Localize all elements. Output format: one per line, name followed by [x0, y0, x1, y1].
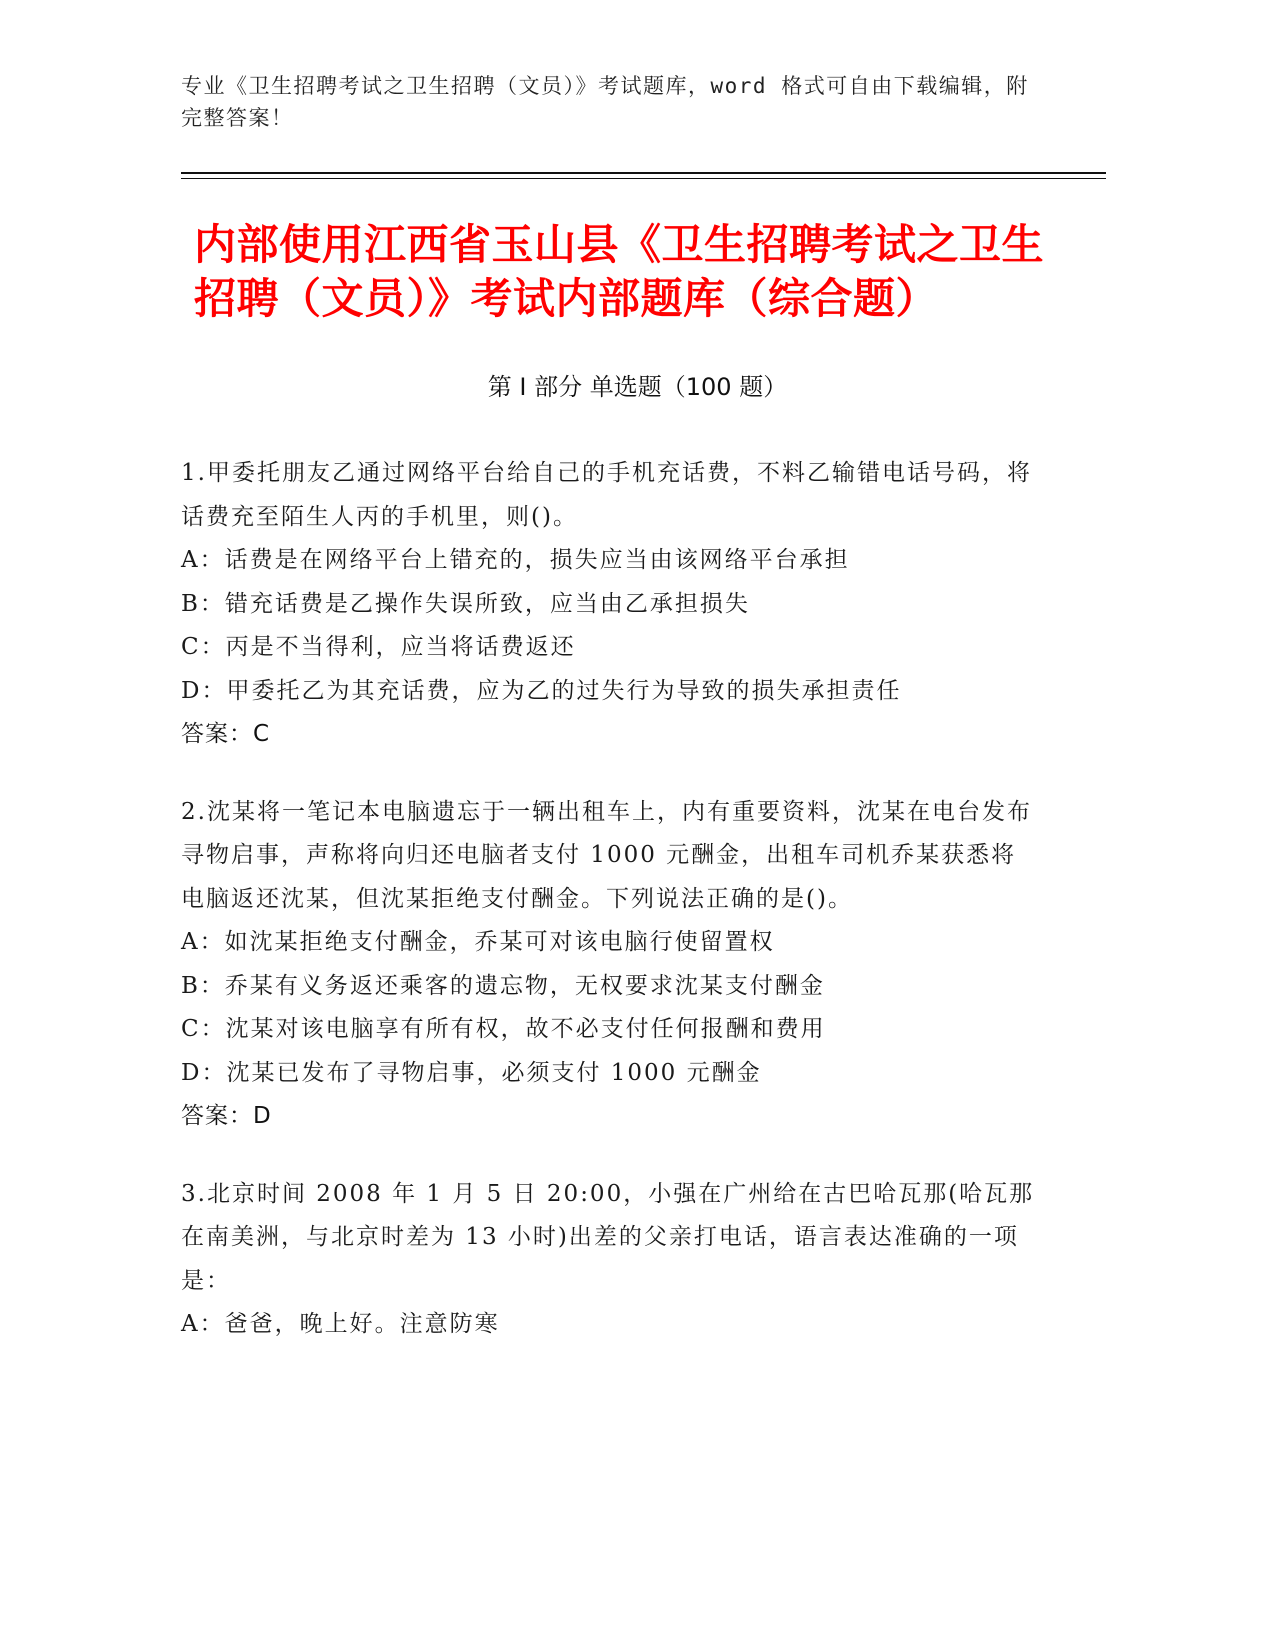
- question-item: [181, 1173, 1061, 1347]
- question-stem: 2.沈某将一笔记本电脑遗忘于一辆出租车上，内有重要资料，沈某在电台发布寻物启事，声称将向归还电脑者支付 1000 元酬金，出租车司机乔某获悉将电脑返还沈某，但沈某拒绝支付酬金。下列说法正确的是()。: [181, 798, 1032, 912]
- option-c: C：丙是不当得利，应当将话费返还: [181, 634, 576, 660]
- question-stem: 1.甲委托朋友乙通过网络平台给自己的手机充话费，不料乙输错电话号码，将话费充至陌生人丙的手机里，则()。: [181, 460, 1032, 530]
- answer-line: 答案：D: [181, 1103, 272, 1129]
- question-item: [181, 452, 1061, 757]
- section-heading: 第 I 部分 单选题（100 题）: [487, 373, 788, 401]
- option-b: B：错充话费是乙操作失误所致，应当由乙承担损失: [181, 590, 750, 617]
- option-c: C：沈某对该电脑享有所有权，故不必支付任何报酬和费用: [181, 1016, 826, 1042]
- question-list: [181, 452, 1061, 1381]
- header-divider-thick: [181, 172, 1106, 174]
- option-a: A：话费是在网络平台上错充的，损失应当由该网络平台承担: [181, 547, 850, 573]
- option-d: D：沈某已发布了寻物启事，必须支付 1000 元酬金: [181, 1059, 762, 1086]
- answer-line: 答案：C: [181, 721, 271, 747]
- header-divider-thin: [181, 178, 1106, 179]
- question-item: [181, 791, 1061, 1139]
- option-a: A：爸爸，晚上好。注意防寒: [181, 1311, 500, 1337]
- option-b: B：乔某有义务返还乘客的遗忘物，无权要求沈某支付酬金: [181, 972, 825, 999]
- document-title: 内部使用江西省玉山县《卫生招聘考试之卫生招聘（文员）》考试内部题库（综合题）: [194, 220, 1045, 323]
- header-note: 专业《卫生招聘考试之卫生招聘（文员）》考试题库，word 格式可自由下载编辑，附完整答案！: [181, 74, 1029, 130]
- option-a: A：如沈某拒绝支付酬金，乔某可对该电脑行使留置权: [181, 929, 775, 955]
- option-d: D：甲委托乙为其充话费，应为乙的过失行为导致的损失承担责任: [181, 677, 902, 704]
- question-stem: 3.北京时间 2008 年 1 月 5 日 20:00，小强在广州给在古巴哈瓦那(哈瓦那在南美洲，与北京时差为 13 小时)出差的父亲打电话，语言表达准确的一项是：: [181, 1180, 1035, 1294]
